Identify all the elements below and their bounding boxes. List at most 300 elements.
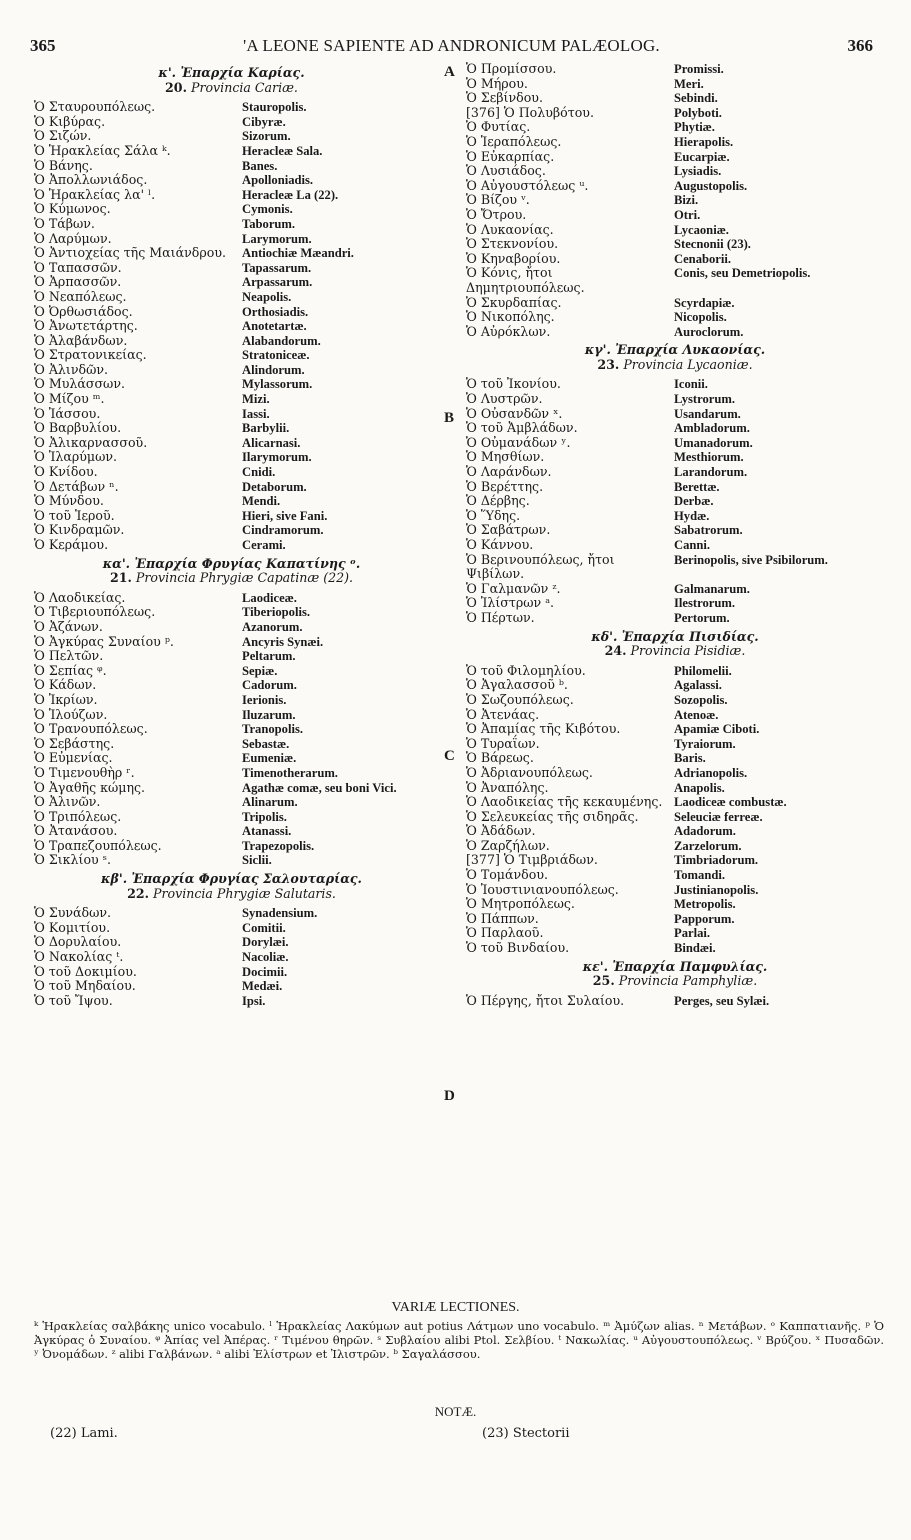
see-row (34, 305, 429, 320)
section-latin-name: Provincia Pisidiæ. (630, 643, 746, 659)
latin-see-name: Cenaborii. (674, 251, 732, 266)
section-latin-name: Provincia Phrygiæ Salutaris. (153, 885, 336, 901)
see-row (466, 737, 884, 752)
greek-see-name: Ὁ τοῦ Ἰκονίου. (466, 376, 561, 392)
greek-see-name: Ὁ Ἀπολλωνιάδος. (34, 172, 148, 188)
see-row (466, 883, 884, 898)
note-22: (22) Lami. (50, 1426, 118, 1441)
see-row (34, 334, 429, 349)
section-latin-name: Provincia Cariæ. (190, 79, 298, 95)
section-latin-title (34, 81, 429, 96)
latin-see-name: Azanorum. (242, 619, 303, 634)
see-row (34, 421, 429, 436)
greek-see-name: Ὁ Κύμωνος. (34, 201, 111, 217)
see-row (34, 348, 429, 363)
latin-see-name: Stecnonii (23). (674, 237, 751, 252)
section-latin-title (466, 644, 884, 659)
greek-see-name: Ὁ Τυραΐων. (466, 735, 540, 751)
latin-see-name: Adrianopolis. (674, 765, 748, 780)
latin-see-name: Cerami. (242, 538, 286, 552)
variae-heading: VARIÆ LECTIONES. (391, 1300, 520, 1315)
greek-see-name: Ὁ Ἀλινδῶν. (34, 361, 109, 377)
greek-see-name: Ὁ Σεπίας ᵠ. (34, 662, 107, 678)
see-row (466, 538, 884, 553)
greek-see-name: Ὁ Τιμενουθὴρ ʳ. (34, 764, 135, 780)
greek-see-name: Ὁ Ἰλαρύμων. (34, 449, 118, 465)
see-row (34, 737, 429, 752)
see-row (466, 325, 884, 340)
see-row (34, 246, 429, 261)
greek-see-name: Ὁ Τραπεζουπόλεως. (34, 837, 162, 853)
see-row (466, 135, 884, 150)
section-latin-name: Provincia Pamphyliæ. (618, 973, 758, 989)
greek-see-name: Ὁ Λυσιάδος. (466, 163, 546, 179)
see-row (34, 824, 429, 839)
greek-see-name: Ὁ Μησθίων. (466, 449, 545, 465)
latin-see-name: Docimii. (242, 964, 288, 979)
latin-see-name: Conis, seu Demetriopolis. (674, 266, 811, 281)
see-row (466, 751, 884, 766)
section-latin-title (466, 974, 884, 989)
greek-see-name: Ὁ Ἀδριανουπόλεως. (466, 764, 593, 780)
latin-see-name: Hierapolis. (674, 134, 734, 149)
see-row (34, 494, 429, 509)
latin-see-name: Polyboti. (674, 105, 722, 120)
see-row (34, 950, 429, 965)
see-row (34, 261, 429, 276)
latin-see-name: Tapassarum. (242, 260, 312, 275)
see-row (34, 781, 429, 796)
section-number: 20. (165, 79, 187, 95)
greek-see-name: Ὁ Προμίσσου. (466, 61, 557, 76)
latin-see-name: Stratoniceæ. (242, 348, 310, 363)
section-latin-name: Provincia Phrygiæ Capatinæ (22). (135, 570, 354, 586)
see-row (34, 965, 429, 980)
latin-see-name: Alinarum. (242, 795, 298, 810)
see-row (34, 649, 429, 664)
greek-see-name: Ὁ Παρλαοῦ. (466, 925, 544, 941)
see-row (34, 363, 429, 378)
latin-see-name: Ambladorum. (674, 421, 750, 436)
greek-see-name: Ὁ Τρανουπόλεως. (34, 721, 148, 737)
greek-see-name: Ὁ Δέρβης. (466, 493, 530, 509)
latin-see-name: Larymorum. (242, 231, 312, 246)
latin-see-name: Ilestrorum. (674, 596, 735, 611)
greek-see-name: Ὁ Εὐμενίας. (34, 750, 113, 766)
greek-see-name: Ὁ Ἰλούζων. (34, 706, 108, 722)
see-row (34, 605, 429, 620)
see-row (466, 912, 884, 927)
latin-see-name: Meri. (674, 76, 704, 91)
see-row (34, 620, 429, 635)
see-row (34, 979, 429, 994)
latin-see-name: Orthosiadis. (242, 304, 309, 319)
latin-see-name: Metropolis. (674, 897, 736, 912)
latin-see-name: Medæi. (242, 979, 283, 994)
page-number-left: 365 (30, 36, 56, 55)
see-row (466, 193, 884, 208)
greek-see-name: Ὁ Σελευκείας τῆς σιδηρᾶς. (466, 808, 639, 824)
greek-see-name: Ὁ Πέργης, ἤτοι Συλαίου. (466, 992, 625, 1008)
see-row (34, 591, 429, 606)
latin-see-name: Canni. (674, 538, 711, 552)
greek-see-name: Ὁ Πάππων. (466, 910, 539, 926)
latin-see-name: Trapezopolis. (242, 838, 315, 853)
greek-see-name: Ὁ τοῦ Ἴψου. (34, 992, 113, 1008)
greek-see-name: Ὁ Νικοπόλης. (466, 309, 555, 325)
greek-see-name: Ὁ Ἡρακλείας Σάλα ᵏ. (34, 142, 171, 158)
latin-see-name: Hydæ. (674, 508, 710, 523)
greek-see-name: Ὁ Κεράμου. (34, 537, 109, 552)
greek-see-name: Ὁ Ὄτρου. (466, 206, 527, 222)
greek-see-name: Ὁ Βάνης. (34, 157, 93, 173)
greek-see-name: Ὁ Κόνις, ἤτοι Δημητριουπόλεως. (466, 265, 585, 295)
latin-see-name: Banes. (242, 158, 278, 173)
latin-see-name: Atanassi. (242, 824, 292, 839)
greek-see-name: Ὁ Πέρτων. (466, 609, 535, 625)
see-row (466, 509, 884, 524)
notes (50, 1426, 850, 1441)
greek-see-name: Ὁ Αὐρόκλων. (466, 323, 551, 339)
see-row (466, 693, 884, 708)
latin-see-name: Laodiceæ. (242, 590, 297, 605)
section-number: 22. (127, 885, 149, 901)
see-row (466, 708, 884, 723)
latin-see-name: Philomelii. (674, 663, 732, 678)
greek-see-name: Ὁ τοῦ Μηδαίου. (34, 978, 136, 994)
see-row (34, 173, 429, 188)
latin-see-name: Neapolis. (242, 289, 292, 304)
see-row (34, 935, 429, 950)
section-number: 21. (109, 570, 132, 586)
see-row (466, 208, 884, 223)
greek-see-name: Ὁ Φυτίας. (466, 119, 531, 135)
see-row (466, 106, 884, 121)
see-row (466, 296, 884, 311)
variae-text: ᵏ Ἡρακλείας σαλβάκης unico vocabulo. ˡ Ἡρακλείας Λακύμων aut potius Λάτμων uno vocabulo. ᵐ Ἀμύζων alias. ⁿ Μετάβων. ᵒ Καππατιανῆς. ᵖ Ὁ Ἀγκύρας ὁ Συναίου. ᵠ Ἀπίας vel Ἀπέρας. ʳ Τιμένου θηρῶν. ˢ Συβλαίου alibi Ptol. Σελβίου. ᵗ Νακωλίας. ᵘ Αὐγουστουπόλεως. ᵛ Βρύζου. ˣ Πυσαδῶν. ʸ Ὀνομάδων. ᶻ alibi Γαλβάνων. ᵃ alibi Ἐλίστρων et Ἰλιστρῶν. ᵇ Σαγαλάσσου. (34, 1319, 884, 1361)
greek-see-name: Ὁ Ἰλίστρων ᵃ. (466, 595, 555, 611)
latin-see-name: Cadorum. (242, 678, 297, 693)
latin-see-name: Eumeniæ. (242, 751, 297, 766)
see-row (34, 159, 429, 174)
latin-see-name: Hieri, sive Fani. (242, 508, 328, 523)
section-greek-title: κε'. Ἐπαρχία Παμφυλίας. (582, 958, 768, 974)
see-row (466, 377, 884, 392)
latin-see-name: Augustopolis. (674, 178, 748, 193)
greek-see-name: Ὁ Μήρου. (466, 75, 528, 91)
greek-see-name: Ὁ Ἀλαβάνδων. (34, 332, 128, 348)
latin-see-name: Iassi. (242, 406, 270, 421)
see-row (466, 480, 884, 495)
see-row (34, 523, 429, 538)
see-row (466, 897, 884, 912)
section-number: 25. (592, 973, 615, 989)
see-row (34, 188, 429, 203)
greek-see-name: Ὁ Ἀρπασσῶν. (34, 274, 122, 290)
latin-see-name: Berettæ. (674, 479, 720, 494)
greek-see-name: Ὁ Τομάνδου. (466, 867, 548, 883)
greek-see-name: Ὁ Ἀτενάας. (466, 706, 540, 722)
latin-see-name: Tomandi. (674, 868, 725, 883)
latin-see-name: Tyraiorum. (674, 736, 736, 751)
greek-see-name: Ὁ Ἀζάνων. (34, 618, 103, 634)
greek-see-name: Ὁ Ἱεραπόλεως. (466, 133, 562, 149)
see-row (34, 921, 429, 936)
notae-heading: NOTÆ. (434, 1404, 477, 1419)
greek-see-name: Ὁ Σεβάστης. (34, 735, 115, 751)
latin-see-name: Sebastæ. (242, 736, 290, 751)
page-number-right: 366 (847, 36, 873, 55)
see-row (466, 994, 884, 1009)
latin-see-name: Peltarum. (242, 649, 296, 664)
greek-see-name: Ὁ Δετάβων ⁿ. (34, 478, 119, 494)
greek-see-name: Ὁ Οὐμανάδων ʸ. (466, 434, 571, 450)
see-row (466, 722, 884, 737)
see-row (466, 795, 884, 810)
greek-see-name: Ὁ Τιβεριουπόλεως. (34, 604, 156, 620)
see-row (466, 450, 884, 465)
latin-see-name: Cibyræ. (242, 114, 286, 129)
latin-see-name: Berinopolis, sive Psibilorum. (674, 552, 828, 567)
see-row (466, 237, 884, 252)
see-row (466, 164, 884, 179)
greek-see-name: Ὁ Βερέττης. (466, 478, 544, 494)
greek-see-name: [376] Ὁ Πολυβότου. (466, 104, 594, 120)
see-row (466, 223, 884, 238)
see-row (466, 91, 884, 106)
latin-see-name: Iluzarum. (242, 707, 296, 722)
latin-see-name: Mizi. (242, 392, 270, 407)
latin-see-name: Tripolis. (242, 809, 287, 824)
see-row (34, 319, 429, 334)
latin-see-name: Detaborum. (242, 479, 307, 494)
greek-see-name: Ὁ Ἀναπόλης. (466, 779, 549, 795)
see-row (34, 217, 429, 232)
greek-see-name: Ὁ Σκυρδαπίας. (466, 294, 562, 310)
latin-see-name: Agalassi. (674, 678, 722, 693)
see-row (466, 766, 884, 781)
greek-see-name: Ὁ Κινδραμῶν. (34, 522, 125, 538)
see-row (34, 853, 429, 868)
latin-see-name: Parlai. (674, 926, 711, 941)
see-row (466, 310, 884, 325)
see-row (34, 766, 429, 781)
see-row (34, 751, 429, 766)
greek-see-name: Ὁ Λυκαονίας. (466, 221, 554, 237)
greek-see-name: Ὁ Συνάδων. (34, 905, 112, 921)
latin-see-name: Baris. (674, 751, 706, 766)
latin-see-name: Tranopolis. (242, 722, 304, 737)
latin-see-name: Derbæ. (674, 494, 714, 509)
margin-letter-c: C (444, 748, 455, 764)
latin-see-name: Galmanarum. (674, 581, 750, 596)
latin-see-name: Taborum. (242, 216, 296, 231)
latin-see-name: Perges, seu Sylæi. (674, 993, 770, 1008)
greek-see-name: Ὁ Αὐγουστόλεως ᵘ. (466, 177, 589, 193)
latin-see-name: Sozopolis. (674, 692, 728, 707)
latin-see-name: Atenoæ. (674, 707, 719, 722)
see-row (466, 77, 884, 92)
see-row (466, 252, 884, 267)
see-row (34, 377, 429, 392)
latin-see-name: Bindæi. (674, 941, 716, 956)
greek-see-name: Ὁ Κιβύρας. (34, 113, 106, 129)
greek-see-name: Ὁ Μυλάσσων. (34, 376, 125, 392)
latin-see-name: Cymonis. (242, 202, 293, 217)
latin-see-name: Nicopolis. (674, 310, 727, 325)
section-greek-title: κδ'. Ἐπαρχία Πισιδίας. (591, 628, 759, 644)
section-greek-title: κγ'. Ἐπαρχία Λυκαονίας. (584, 342, 766, 358)
greek-see-name: Ὁ Ἀτανάσου. (34, 823, 118, 839)
greek-see-name: Ὁ Λαοδικείας τῆς κεκαυμένης. (466, 794, 663, 810)
latin-see-name: Sizorum. (242, 129, 291, 144)
latin-see-name: Phytiæ. (674, 120, 715, 135)
greek-see-name: Ὁ Κηναβορίου. (466, 250, 561, 266)
latin-see-name: Mesthiorum. (674, 450, 744, 465)
latin-see-name: Sepiæ. (242, 663, 278, 678)
greek-see-name: [377] Ὁ Τιμβριάδων. (466, 852, 598, 868)
greek-see-name: Ὁ Κάννου. (466, 537, 534, 552)
see-row (34, 480, 429, 495)
latin-see-name: Zarzelorum. (674, 838, 742, 853)
see-row (466, 839, 884, 854)
greek-see-name: Ὁ Ἰουστινιανουπόλεως. (466, 881, 619, 897)
latin-see-name: Comitii. (242, 920, 286, 935)
greek-see-name: Ὁ Βίζου ᵛ. (466, 192, 530, 208)
greek-see-name: Ὁ Λαράνδων. (466, 464, 552, 480)
latin-see-name: Synadensium. (242, 906, 318, 921)
see-row (466, 120, 884, 135)
see-row (466, 266, 884, 295)
page-header (30, 36, 873, 56)
greek-see-name: Ὁ Πελτῶν. (34, 648, 104, 664)
latin-see-name: Pertorum. (674, 610, 730, 625)
greek-see-name: Ὁ Ἀγκύρας Συναίου ᵖ. (34, 633, 174, 649)
latin-see-name: Usandarum. (674, 406, 741, 421)
latin-see-name: Mylassorum. (242, 377, 313, 392)
greek-see-name: Ὁ Ἡρακλείας λα' ˡ. (34, 186, 156, 202)
latin-see-name: Auroclorum. (674, 324, 744, 339)
see-row (34, 100, 429, 115)
greek-see-name: Ὁ Σεβίνδου. (466, 90, 543, 106)
latin-see-name: Siclii. (242, 853, 272, 868)
section-latin-name: Provincia Lycaoniæ. (623, 356, 753, 372)
see-row (466, 611, 884, 626)
greek-see-name: Ὁ Σικλίου ˢ. (34, 852, 111, 868)
greek-see-name: Ὁ Μίζου ᵐ. (34, 391, 105, 407)
latin-see-name: Iconii. (674, 377, 708, 392)
see-row (34, 392, 429, 407)
latin-see-name: Timenotherarum. (242, 765, 338, 780)
section-latin-title (466, 358, 884, 373)
greek-see-name: Ὁ τοῦ Φιλομηλίου. (466, 662, 586, 678)
greek-see-name: Ὁ Νεαπόλεως. (34, 288, 127, 304)
see-row (34, 450, 429, 465)
see-row (466, 407, 884, 422)
greek-see-name: Ὁ Σιζών. (34, 128, 92, 144)
see-row (34, 144, 429, 159)
see-row (34, 129, 429, 144)
greek-see-name: Ὁ Σταυρουπόλεως. (34, 99, 156, 115)
greek-see-name: Ὁ Λαοδικείας. (34, 589, 126, 605)
see-row (466, 150, 884, 165)
see-row (466, 523, 884, 538)
latin-see-name: Lysiadis. (674, 164, 722, 179)
see-row (466, 553, 884, 582)
note-23: (23) Stectorii (482, 1426, 570, 1441)
see-row (466, 781, 884, 796)
section-latin-title (34, 571, 429, 586)
running-title: 'A LEONE SAPIENTE AD ANDRONICUM PALÆOLOG. (243, 36, 660, 55)
see-row (34, 407, 429, 422)
latin-see-name: Agathæ comæ, seu boni Vici. (242, 780, 397, 795)
greek-see-name: Ὁ Ἀγαλασσοῦ ᵇ. (466, 677, 568, 693)
greek-see-name: Ὁ τοῦ Δοκιμίου. (34, 963, 137, 979)
latin-see-name: Timbriadorum. (674, 853, 759, 868)
greek-see-name: Ὁ Οὐσανδῶν ˣ. (466, 405, 563, 421)
section-greek-title: κβ'. Ἐπαρχία Φρυγίας Σαλουταρίας. (101, 871, 362, 887)
latin-see-name: Ancyris Synæi. (242, 634, 324, 649)
latin-see-name: Heracleæ Sala. (242, 143, 323, 158)
see-row (34, 678, 429, 693)
see-row (34, 290, 429, 305)
greek-see-name: Ὁ Ἀλινῶν. (34, 794, 101, 810)
latin-see-name: Ierionis. (242, 692, 287, 707)
latin-see-name: Papporum. (674, 911, 735, 926)
see-row (466, 62, 884, 77)
latin-see-name: Eucarpiæ. (674, 149, 730, 164)
greek-see-name: Ὁ Σωζουπόλεως. (466, 691, 574, 707)
latin-see-name: Stauropolis. (242, 100, 307, 115)
section-greek-title: κα'. Ἐπαρχία Φρυγίας Καπατίνης ᵒ. (102, 555, 361, 571)
see-row (466, 596, 884, 611)
see-row (466, 465, 884, 480)
latin-see-name: Lycaoniæ. (674, 222, 729, 237)
greek-see-name: Ὁ Ἀδάδων. (466, 823, 536, 839)
greek-see-name: Ὁ Κνίδου. (34, 464, 98, 480)
greek-see-name: Ὁ Μύνδου. (34, 493, 104, 509)
see-row (34, 465, 429, 480)
latin-see-name: Umanadorum. (674, 435, 753, 450)
latin-see-name: Lystrorum. (674, 392, 735, 407)
greek-see-name: Ὁ Γαλμανῶν ᶻ. (466, 580, 561, 596)
greek-see-name: Ὁ Ἰάσσου. (34, 405, 101, 421)
margin-letter-b: B (444, 410, 455, 426)
latin-see-name: Alabandorum. (242, 333, 321, 348)
greek-see-name: Ὁ Βαρβυλίου. (34, 420, 122, 436)
greek-see-name: Ὁ Ἀνωτετάρτης. (34, 318, 138, 334)
latin-see-name: Ipsi. (242, 993, 266, 1008)
see-row (34, 810, 429, 825)
latin-see-name: Mendi. (242, 494, 281, 509)
greek-see-name: Ὁ Μητροπόλεως. (466, 896, 575, 912)
latin-see-name: Scyrdapiæ. (674, 295, 735, 310)
greek-see-name: Ὁ Τάβων. (34, 215, 95, 231)
section-number: 23. (597, 356, 620, 372)
see-row (34, 635, 429, 650)
greek-see-name: Ὁ Ταπασσῶν. (34, 259, 122, 275)
greek-see-name: Ὁ τοῦ Ἱεροῦ. (34, 507, 115, 523)
latin-see-name: Justinianopolis. (674, 882, 759, 897)
left-column (34, 62, 429, 1008)
latin-see-name: Nacoliæ. (242, 950, 289, 965)
see-row (466, 678, 884, 693)
latin-see-name: Otri. (674, 207, 701, 222)
greek-see-name: Ὁ Λυστρῶν. (466, 391, 543, 407)
latin-see-name: Alindorum. (242, 362, 305, 377)
greek-see-name: Ὁ Ἰκρίων. (34, 691, 98, 707)
latin-see-name: Promissi. (674, 62, 724, 76)
